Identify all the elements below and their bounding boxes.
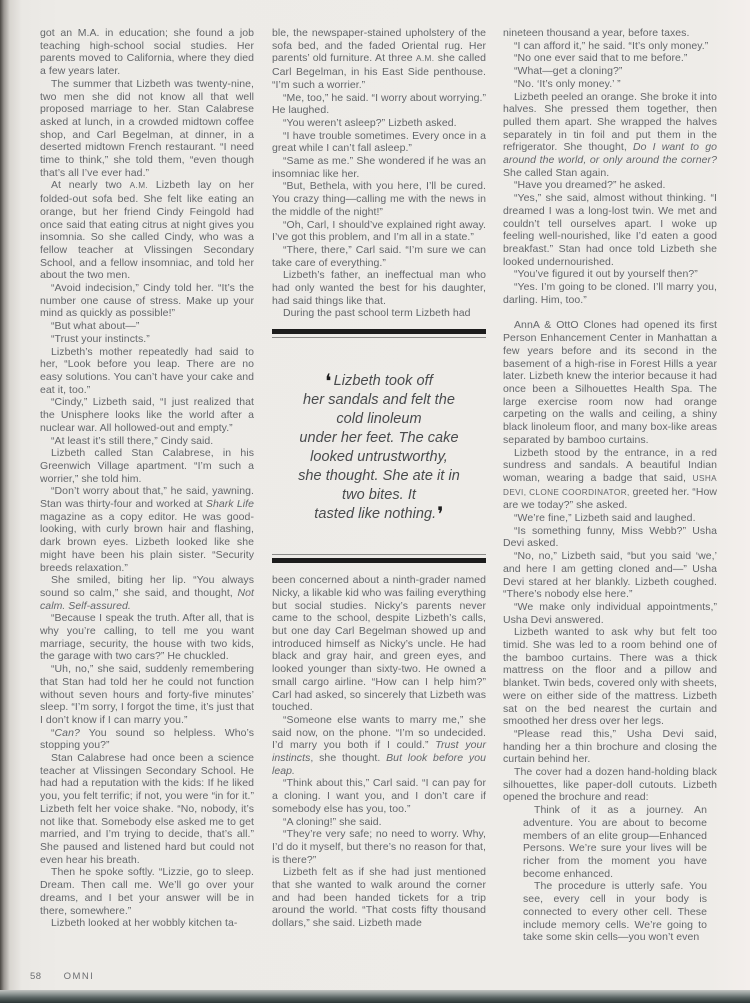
magazine-name: OMNI xyxy=(63,971,95,982)
pull-quote-line: looked untrustworthy, xyxy=(310,449,448,466)
text-column-2 xyxy=(272,27,486,930)
paragraph: She smiled, biting her lip. “You always sound so calm,” she said, and thought, Not calm. Self-assured. xyxy=(40,574,254,612)
paragraph: “You weren’t asleep?” Lizbeth asked. xyxy=(283,116,457,129)
pull-quote-line: tasted like nothing.❜ xyxy=(314,502,444,527)
column-2-top-text xyxy=(272,27,486,320)
paragraph: “You’ve figured it out by yourself then?” xyxy=(514,268,698,281)
paragraph: “They’re very safe; no need to worry. Why, I’d do it myself, but there’s no reason for that, is there?” xyxy=(272,828,486,866)
paragraph: “Same as me.” She wondered if he was an insomniac like her. xyxy=(272,155,486,180)
page-number: 58 xyxy=(30,971,42,982)
paragraph: “Trust your instincts.” xyxy=(51,332,150,345)
paragraph: “Someone else wants to marry me,” she said now, on the phone. “I’m so undecided. I’d marry you both if I could.” Trust your instincts, she thought. But look before you leap. xyxy=(272,713,486,777)
paragraph: “Because I speak the truth. After all, that is why you’re calling, to tell me you want marriage, security, the house with two kids, the garage with two cars?” He chuckled. xyxy=(40,612,254,663)
paragraph: The procedure is utterly safe. You see, every cell in your body is connected to every other cell. These include memory cells. We’re going to take some skin cells—you won’t even xyxy=(523,880,707,944)
pull-quote-text xyxy=(272,338,486,554)
paragraph: Lizbeth’s father, an ineffectual man who had only wanted the best for his daughter, had said things like that. xyxy=(272,269,486,307)
open-quote-ornament-icon: ❛ xyxy=(325,369,332,394)
pull-quote-line: she thought. She ate it in xyxy=(298,468,460,485)
scan-bottom-edge xyxy=(0,990,750,1003)
paragraph: nineteen thousand a year, before taxes. xyxy=(503,27,690,39)
paragraph: “But what about—” xyxy=(51,320,140,333)
thick-rule xyxy=(272,558,486,563)
paragraph: “I can afford it,” he said. “It’s only money.” xyxy=(514,39,709,52)
paragraph: got an M.A. in education; she found a job teaching high-school social studies. Her parents moved to California, where they died a few years later. xyxy=(40,27,254,78)
page-footer xyxy=(30,971,94,982)
paragraph: “Is something funny, Miss Webb?” Usha Devi asked. xyxy=(503,524,717,550)
paragraph: “But, Bethela, with you here, I’ll be cured. You crazy thing—calling me with the news in the middle of the night!” xyxy=(272,180,486,218)
paragraph: During the past school term Lizbeth had xyxy=(283,307,471,320)
pull-quote-line: her sandals and felt the xyxy=(303,392,455,409)
paragraph: Lizbeth called Stan Calabrese, in his Greenwich Village apartment. “I’m such a worrier,” she told him. xyxy=(40,447,254,485)
paragraph: “Cindy,” Lizbeth said, “I just realized that the Unisphere looks like the world after a nuclear war. All hollowed-out and empty.” xyxy=(40,396,254,434)
pull-quote-line: ❛ Lizbeth took off xyxy=(325,369,433,394)
pull-quote-line: under her feet. The cake xyxy=(299,430,459,447)
paragraph: AnnA & OttO Clones had opened its first Person Enhancement Center in Manhattan a few years before and its second in the basement of a high-rise in Forest Hills a year later. Lizbeth knew the interior because it had once been a Silhouettes Health Spa. The large exercise room now had orange carpeting on the walls and ceiling, a shiny black linoleum floor, and many box-like areas separated by bamboo curtains. xyxy=(503,319,717,446)
paragraph: Lizbeth peeled an orange. She broke it into halves. She pressed them together, then pulled them apart. She wrapped the halves separately in tin foil and put them in the refrigerator. She thought, Do I want to go around the world, or only around the corner? She called Stan again. xyxy=(503,90,717,179)
paragraph: “Me, too,” he said. “I worry about worrying.” He laughed. xyxy=(272,91,486,117)
paragraph: “No one ever said that to me before.” xyxy=(514,52,688,65)
paragraph: “Can? You sound so helpless. Who’s stopping you?” xyxy=(40,726,254,752)
paragraph: been concerned about a ninth-grader named Nicky, a likable kid who was failing everything but social studies. Nicky’s parents never came to the school, despite Lizbeth’s calls, but one day Carl Begelman showed up and introduced himself as Nicky’s uncle. He had black and gray hair, and green eyes, and looked younger than sixty-two. He owned a small cargo airline. “How can I help him?” Carl had asked, so sincerely that Lizbeth was touched. xyxy=(272,574,486,714)
paragraph: ble, the newspaper-stained upholstery of the sofa bed, and the faded Oriental rug. Her parents’ old furniture. At three A.M. she called Carl Begelman, in his East Side penthouse. “I’m such a worrier.” xyxy=(272,27,486,91)
paragraph: Lizbeth felt as if she had just mentioned that she wanted to walk around the corner and had been handed tickets for a trip around the world. “That costs fifty thousand dollars,” she said. Lizbeth made xyxy=(272,866,486,930)
paragraph: “Avoid indecision,” Cindy told her. “It’s the number one cause of stress. Make up your mind as quickly as possible!” xyxy=(40,282,254,320)
paragraph: “What—get a cloning?” xyxy=(514,65,623,78)
close-quote-ornament-icon: ❜ xyxy=(437,502,444,527)
paragraph: Lizbeth stood by the entrance, in a red sundress and sandals. A beautiful Indian woman, wearing a badge that said, USHA DEVI, CLONE COORDINATOR, greeted her. “How are we today?” she asked. xyxy=(503,446,717,512)
paragraph: “At least it’s still there,” Cindy said. xyxy=(51,434,214,447)
paragraph: “Think about this,” Carl said. “I can pay for a cloning. I want you, and I don’t care if somebody else has you, too.” xyxy=(272,777,486,815)
thin-rule xyxy=(272,554,486,555)
paragraph: “I have trouble sometimes. Every once in a great while I can’t fall asleep.” xyxy=(272,129,486,155)
paragraph: “Oh, Carl, I should’ve explained right away. I’ve got this problem, and I’m all in a state.” xyxy=(272,218,486,244)
paragraph: “No, no,” Lizbeth said, “but you said ‘we,’ and here I am getting cloned and—” Usha Devi stared at her blankly. Lizbeth coughed. “There’s nobody else here.” xyxy=(503,550,717,601)
paragraph: The cover had a dozen hand-holding black silhouettes, like paper-doll cutouts. Lizbeth opened the brochure and read: xyxy=(503,766,717,804)
pull-quote-line: cold linoleum xyxy=(336,411,422,428)
paragraph: “We’re fine,” Lizbeth said and laughed. xyxy=(514,512,696,525)
paragraph: Think of it as a journey. An adventure. You are about to become members of an elite group—Enhanced Persons. We’re sure your lives will be richer from the moment you have become enhanced. xyxy=(523,804,707,880)
pull-quote-top-rules xyxy=(272,329,486,338)
paragraph: The summer that Lizbeth was twenty-nine, two men she did not know all that well proposed marriage to her. Stan Calabrese asked at lunch, in a crowded midtown coffee shop, and Carl Begelman, at dinner, in a deserted midtown French restaurant. “I need time to think,” she told them, “even though that’s all I’ve ever had.” xyxy=(40,77,254,179)
text-column-3 xyxy=(503,27,717,944)
paragraph: Stan Calabrese had once been a science teacher at Vlissingen Secondary School. He had had a reputation with the kids: If he liked you, you felt terrific; if not, you were “in for it.” Lizbeth felt her voice shake. “No, nobody, it’s not like that. Somebody else asked me to get married, and I’m trying to decide, that’s all.” She paused and listened hard but could not even hear his breath. xyxy=(40,752,254,866)
paragraph: “Yes,” she said, almost without thinking. “I dreamed I was a long-lost twin. We met and couldn’t tell ourselves apart. I woke up feeling well-nourished, like I’d eaten a good breakfast.” Stan had once told Lizbeth she looked undernourished. xyxy=(503,192,717,268)
pull-quote-box xyxy=(272,329,486,563)
paragraph: “A cloning!” she said. xyxy=(283,815,382,828)
pull-quote-bottom-rules xyxy=(272,554,486,563)
pull-quote-line: two bites. It xyxy=(342,487,416,504)
paragraph: “No. ‘It’s only money.’ ” xyxy=(514,77,621,90)
text-column-1 xyxy=(40,27,254,930)
column-2-bottom-text xyxy=(272,574,486,930)
paragraph: “There, there,” Carl said. “I’m sure we can take care of everything.” xyxy=(272,243,486,269)
paragraph: “Uh, no,” she said, suddenly remembering that Stan had told her he could not function without seven hours and forty-five minutes’ sleep. “I’m sorry, I forgot the time, it’s just that I don’t know if I can marry you.” xyxy=(40,663,254,726)
paragraph: Lizbeth looked at her wobbly kitchen ta- xyxy=(51,917,238,930)
paragraph: “Don’t worry about that,” he said, yawning. Stan was thirty-four and worked at Shark Life magazine as a copy editor. He was good-looking, with curly brown hair and flashing, dark brown eyes. Lizbeth looked like she might have been his plain sister. “Security breeds relaxation.” xyxy=(40,485,254,574)
paragraph: “We make only individual appointments,” Usha Devi answered. xyxy=(503,600,717,626)
paragraph: “Have you dreamed?” he asked. xyxy=(514,179,666,192)
paragraph: At nearly two A.M. Lizbeth lay on her folded-out sofa bed. She felt like eating an orange, but her friend Cindy Feingold had once said that eating citrus at night gives you insomnia. So she called Cindy, who was a fellow teacher at Vlissingen Secondary School, and a fellow insomniac, and told her about the two men. xyxy=(40,179,254,282)
paragraph: Then he spoke softly. “Lizzie, go to sleep. Dream. Then call me. We’ll go over your dreams, and I bet your answer will be in there, somewhere.” xyxy=(40,866,254,917)
paragraph: “Yes. I’m going to be cloned. I’ll marry you, darling. Him, too.” xyxy=(503,281,717,306)
paragraph: “Please read this,” Usha Devi said, handing her a thin brochure and closing the curtain behind her. xyxy=(503,727,717,766)
thick-rule xyxy=(272,329,486,334)
paragraph: Lizbeth’s mother repeatedly had said to her, “Look before you leap. There are no easy solutions. You can’t have your cake and eat it, too.” xyxy=(40,345,254,396)
paragraph: Lizbeth wanted to ask why but felt too timid. She was led to a room behind one of the bamboo curtains. There was a thick mattress on the floor and a pillow and blanket. Twin beds, covered only with sheets, were on either side of the mattress. Lizbeth sat on the bed nearest the curtain and smoothed her dress over her legs. xyxy=(503,626,717,728)
